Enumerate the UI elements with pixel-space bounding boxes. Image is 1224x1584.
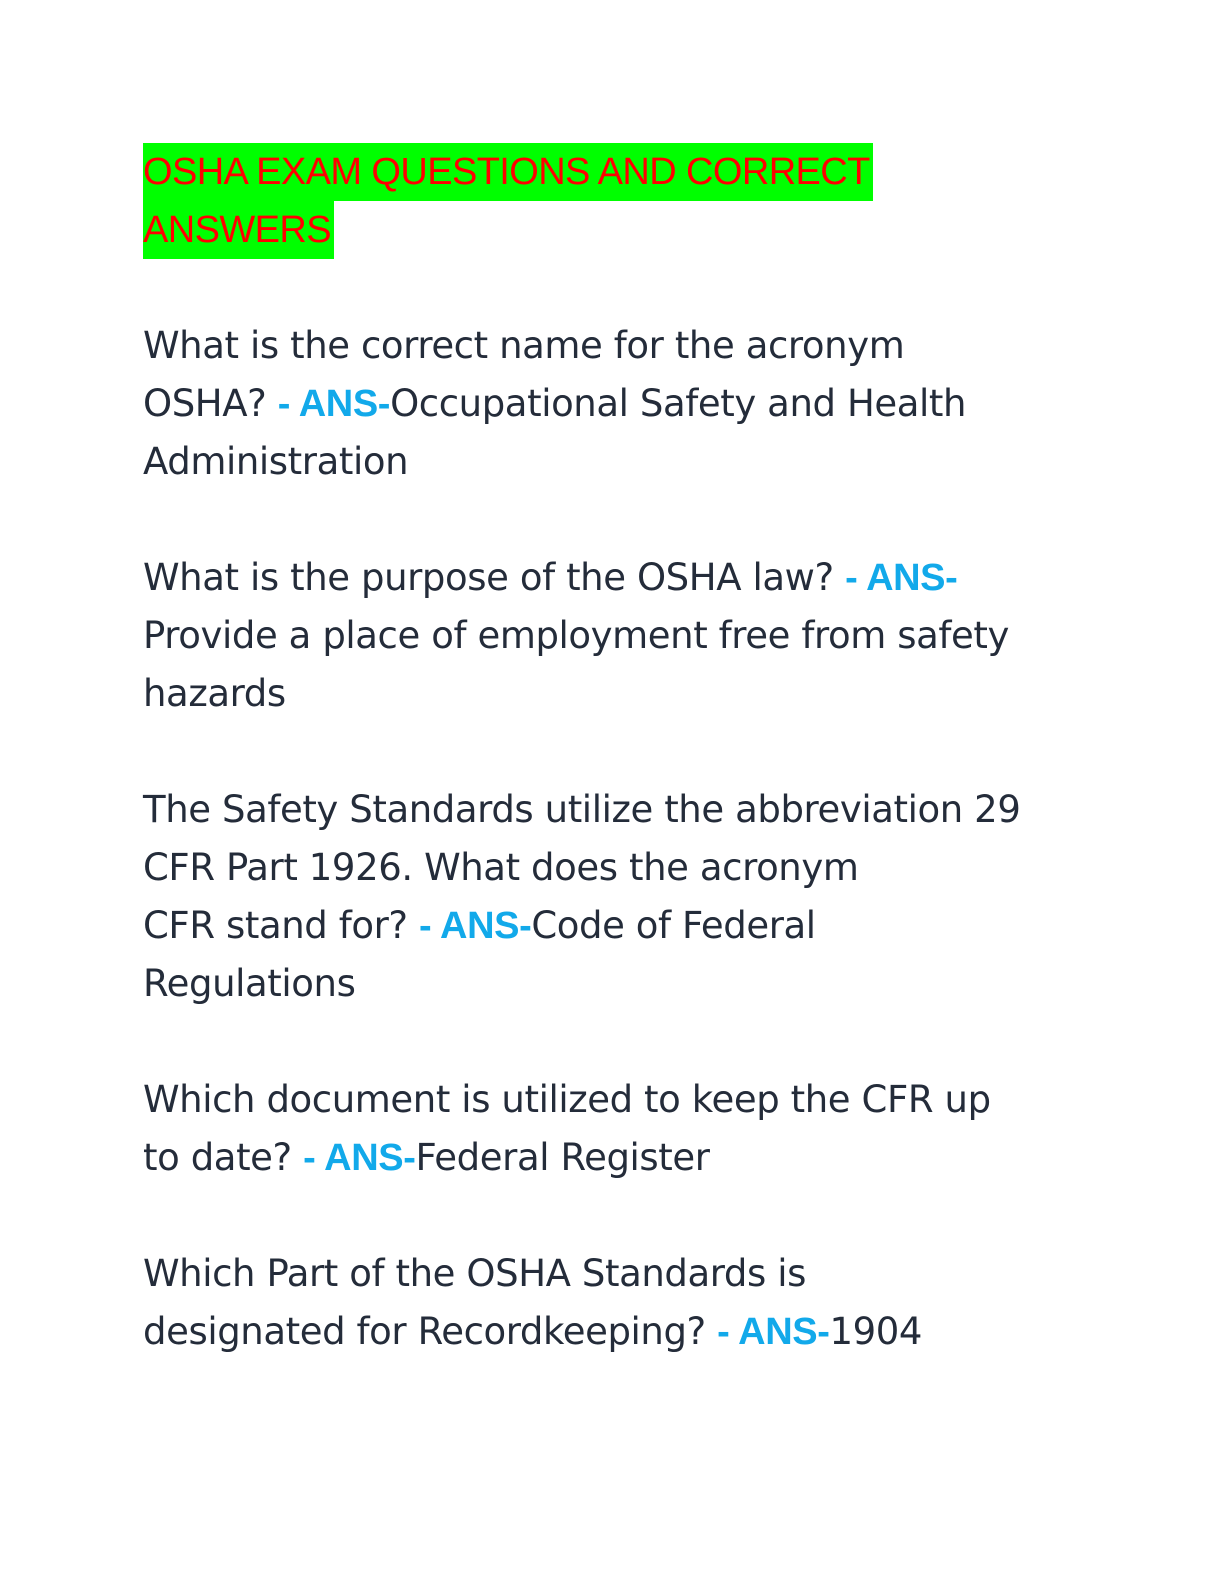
qa-item-1 xyxy=(143,317,1083,491)
answer-text: Federal Register xyxy=(415,1136,710,1179)
document-page xyxy=(143,143,1083,1361)
question-text: OSHA? xyxy=(143,382,267,425)
answer-text: Provide a place of employment free from safety xyxy=(143,614,1010,657)
title-line-1: OSHA EXAM QUESTIONS AND CORRECT xyxy=(143,143,873,201)
answer-text: Regulations xyxy=(143,962,356,1005)
question-text: to date? xyxy=(143,1136,292,1179)
qa-item-4 xyxy=(143,1071,1083,1187)
question-text: Which document is utilized to keep the CFR up xyxy=(143,1078,991,1121)
ans-marker: - ANS- xyxy=(419,905,532,947)
answer-text: Code of Federal xyxy=(531,904,816,947)
question-text: What is the purpose of the OSHA law? xyxy=(143,556,834,599)
question-text: CFR stand for? xyxy=(143,904,408,947)
document-title xyxy=(143,143,1083,259)
answer-text: 1904 xyxy=(829,1310,923,1353)
ans-marker: - ANS- xyxy=(845,557,958,599)
answer-text: Administration xyxy=(143,440,409,483)
qa-item-2 xyxy=(143,549,1083,723)
answer-text: hazards xyxy=(143,672,286,715)
question-text: designated for Recordkeeping? xyxy=(143,1310,706,1353)
title-line-2: ANSWERS xyxy=(143,201,334,259)
qa-item-3 xyxy=(143,781,1083,1013)
question-text: The Safety Standards utilize the abbreviation 29 xyxy=(143,788,1021,831)
ans-marker: - ANS- xyxy=(717,1311,830,1353)
qa-item-5 xyxy=(143,1245,1083,1361)
question-text: What is the correct name for the acronym xyxy=(143,324,905,367)
question-text: Which Part of the OSHA Standards is xyxy=(143,1252,807,1295)
ans-marker: - ANS- xyxy=(277,383,391,425)
ans-marker: - ANS- xyxy=(303,1137,416,1179)
answer-text: Occupational Safety and Health xyxy=(390,382,967,425)
question-text: CFR Part 1926. What does the acronym xyxy=(143,846,859,889)
